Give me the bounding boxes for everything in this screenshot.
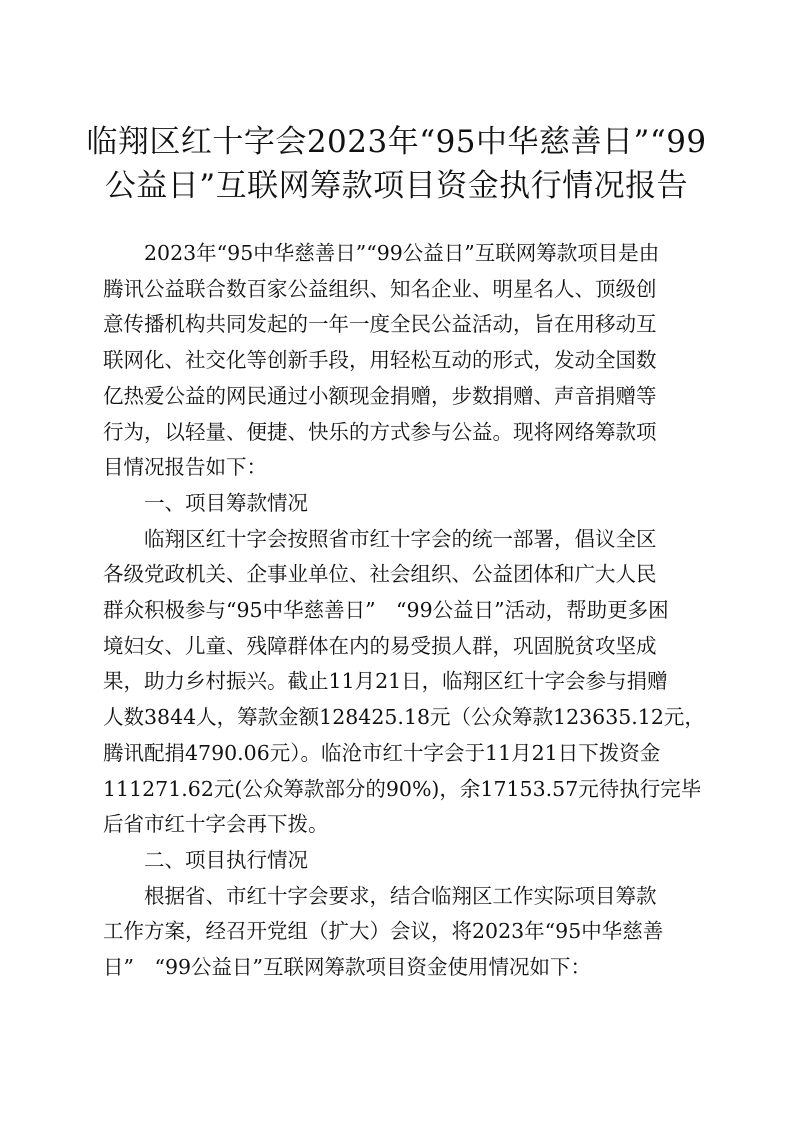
text-line: 日” “99公益日”互联网筹款项目资金使用情况如下： [103,955,592,980]
title-line: 公益日”互联网筹款项目资金执行情况报告 [104,168,689,204]
text-line: 意传播机构共同发起的一年一度全民公益活动，旨在用移动互 [103,312,657,337]
text-line: 各级党政机关、企事业单位、社会组织、公益团体和广大人民 [103,562,657,587]
text-line: 亿热爱公益的网民通过小额现金捐赠，步数捐赠、声音捐赠等 [103,383,657,408]
text-line: 2023年“95中华慈善日”“99公益日”互联网筹款项目是由 [144,241,660,265]
text-line: 人数3844人，筹款金额128425.18元（公众筹款123635.12元， [103,705,705,730]
text-line: 境妇女、儿童、残障群体在内的易受损人群，巩固脱贫攻坚成 [103,633,657,658]
document-body [103,236,705,986]
section-heading-execution [103,843,693,879]
text-line: 临翔区红十字会按照省市红十字会的统一部署，倡议全区 [144,526,657,551]
execution-paragraph [103,879,693,986]
text-line: 111271.62元(公众筹款部分的90%)，余17153.57元待执行完毕 [103,776,702,801]
text-line: 后省市红十字会再下拨。 [103,812,329,837]
text-line: 腾讯配捐4790.06元）。临沧市红十字会于11月21日下拨资金 [103,740,661,765]
text-line: 群众积极参与“95中华慈善日” “99公益日”活动，帮助更多困 [103,598,669,623]
text-line: 根据省、市红十字会要求，结合临翔区工作实际项目筹款 [144,883,657,908]
fundraising-paragraph [103,522,705,843]
text-line: 工作方案，经召开党组（扩大）会议，将2023年“95中华慈善 [103,919,664,944]
document-title [80,120,713,208]
intro-paragraph [103,236,693,486]
text-line: 果，助力乡村振兴。截止11月21日，临翔区红十字会参与捐赠 [103,669,668,694]
section-heading-fundraising [103,486,693,522]
text-line: 联网化、社交化等创新手段，用轻松互动的形式，发动全国数 [103,348,657,373]
text-line: 目情况报告如下： [103,455,267,480]
section-heading: 一、项目筹款情况 [144,490,308,515]
title-line: 临翔区红十字会2023年“95中华慈善日”“99 [86,124,707,160]
text-line: 行为，以轻量、便捷、快乐的方式参与公益。现将网络筹款项 [103,419,657,444]
text-line: 腾讯公益联合数百家公益组织、知名企业、明星名人、顶级创 [103,276,657,301]
section-heading: 二、项目执行情况 [144,847,308,872]
